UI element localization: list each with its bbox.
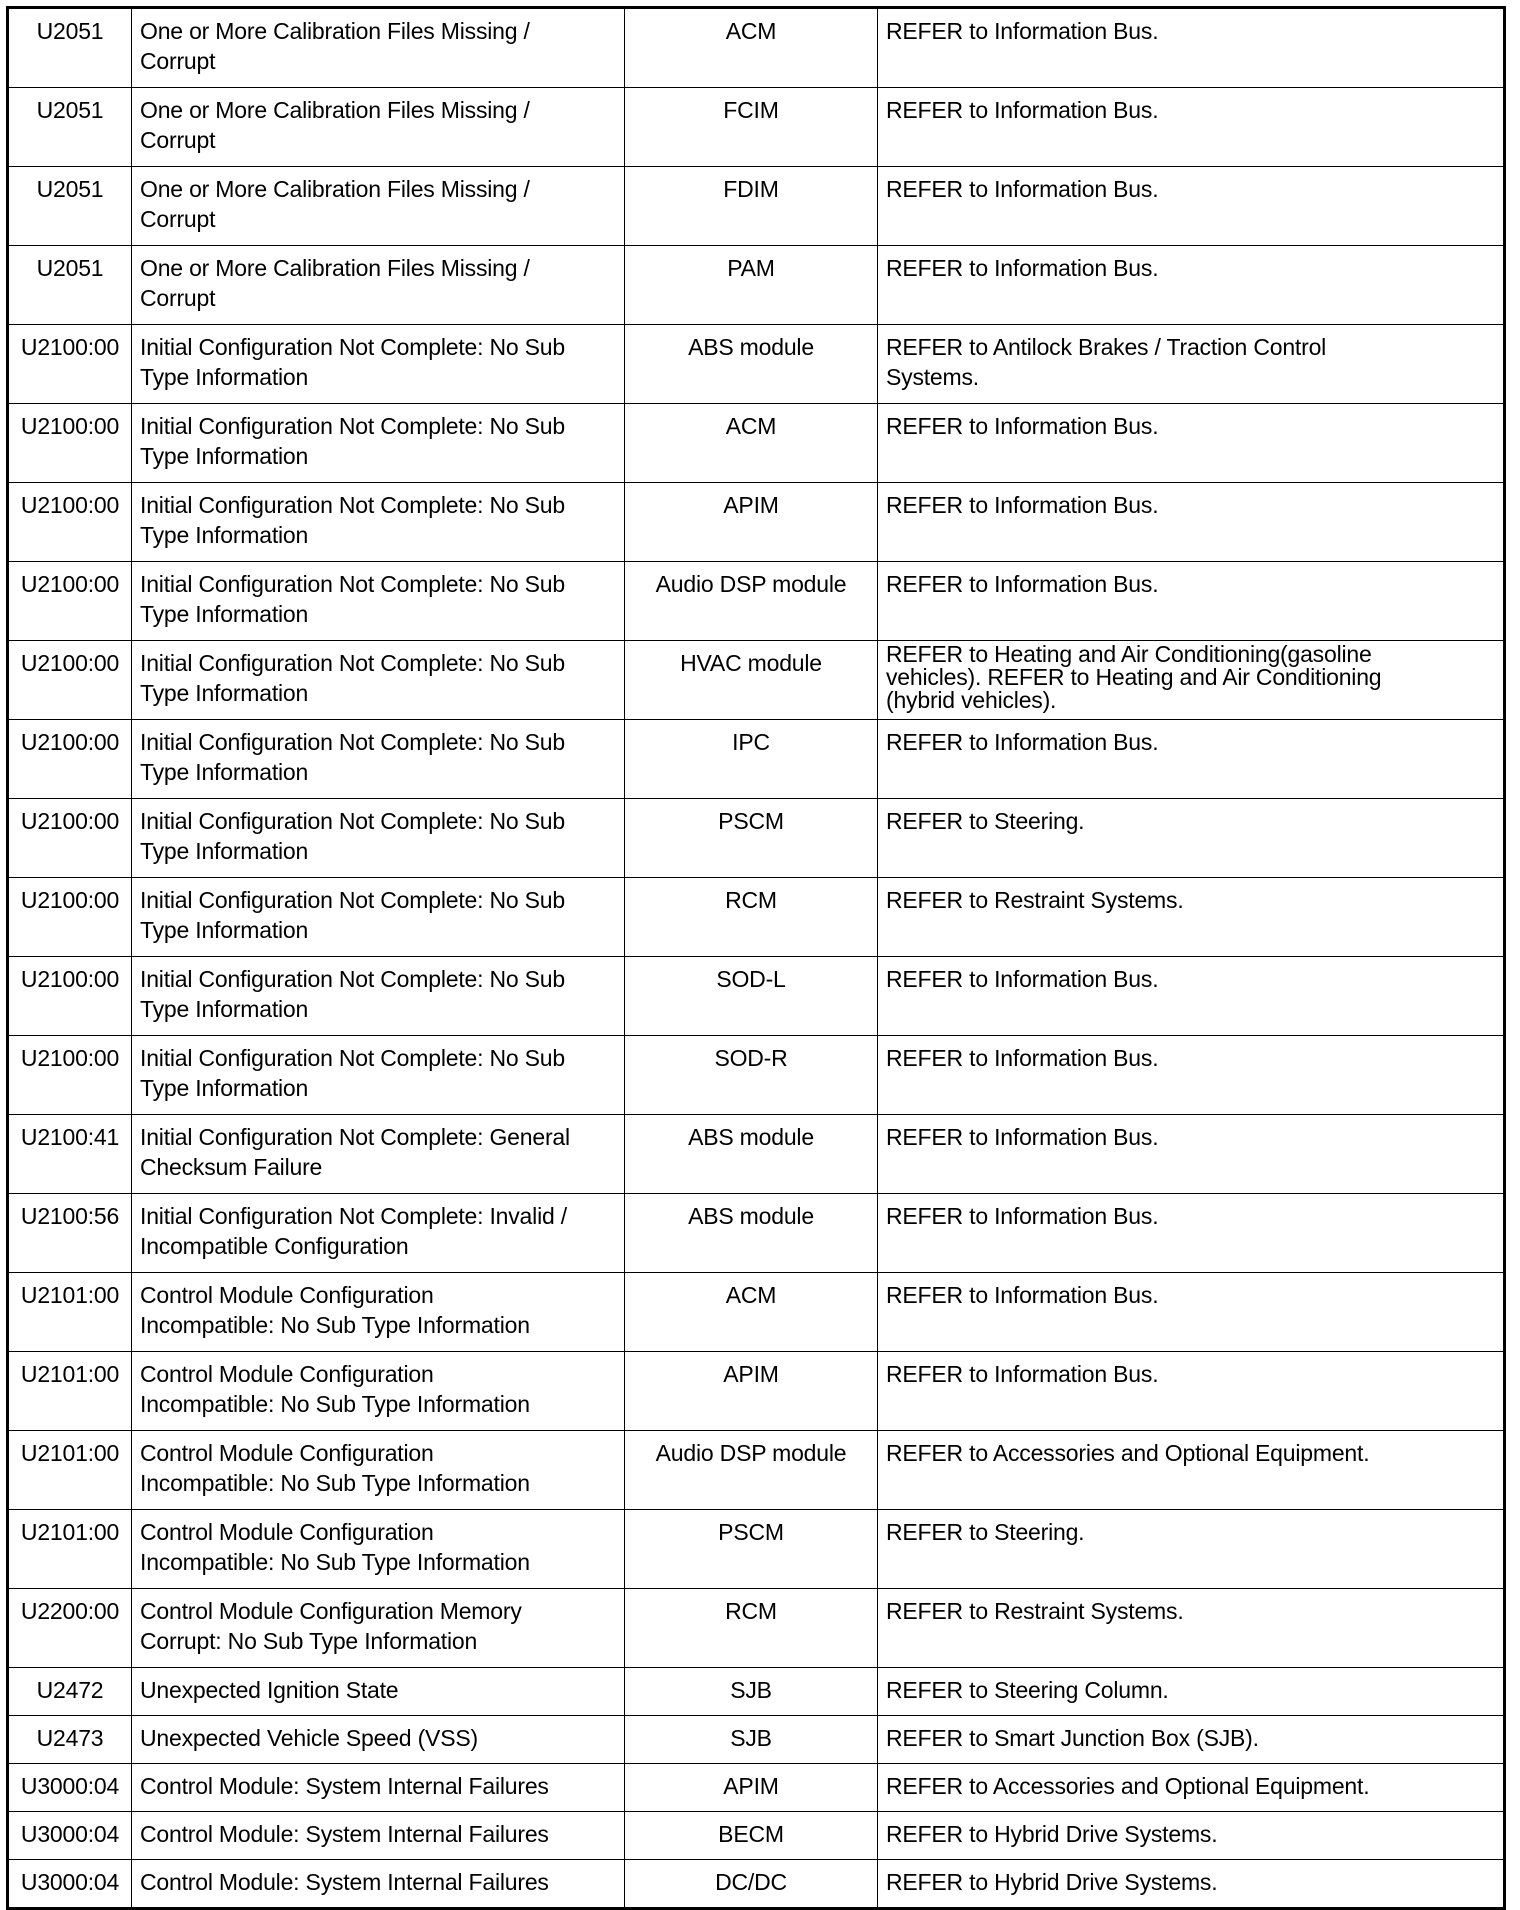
module-name: APIM — [625, 1764, 878, 1812]
action-text: REFER to Information Bus. — [878, 167, 1505, 246]
module-name: SJB — [625, 1668, 878, 1716]
action-text: REFER to Hybrid Drive Systems. — [878, 1812, 1505, 1860]
dtc-description: Control Module Configuration Memory Corrupt: No Sub Type Information — [132, 1589, 625, 1668]
module-name: ACM — [625, 404, 878, 483]
dtc-code: U3000:04 — [8, 1764, 132, 1812]
dtc-description: Unexpected Vehicle Speed (VSS) — [132, 1716, 625, 1764]
table-row — [8, 1431, 1505, 1510]
table-row — [8, 720, 1505, 799]
dtc-code: U2100:00 — [8, 483, 132, 562]
module-name: IPC — [625, 720, 878, 799]
dtc-description: Control Module: System Internal Failures — [132, 1764, 625, 1812]
dtc-description: Initial Configuration Not Complete: General Checksum Failure — [132, 1115, 625, 1194]
dtc-description: Initial Configuration Not Complete: No Sub Type Information — [132, 404, 625, 483]
action-text: REFER to Steering. — [878, 1510, 1505, 1589]
dtc-code: U2101:00 — [8, 1273, 132, 1352]
table-row — [8, 1115, 1505, 1194]
module-name: SOD-R — [625, 1036, 878, 1115]
module-name: SJB — [625, 1716, 878, 1764]
action-text: REFER to Information Bus. — [878, 88, 1505, 167]
dtc-code: U2100:00 — [8, 799, 132, 878]
table-row — [8, 325, 1505, 404]
dtc-description: Initial Configuration Not Complete: No Sub Type Information — [132, 720, 625, 799]
action-text: REFER to Information Bus. — [878, 1194, 1505, 1273]
dtc-code: U2100:00 — [8, 878, 132, 957]
table-row — [8, 1352, 1505, 1431]
dtc-description: Initial Configuration Not Complete: No Sub Type Information — [132, 878, 625, 957]
table-row — [8, 641, 1505, 720]
module-name: HVAC module — [625, 641, 878, 720]
dtc-code: U3000:04 — [8, 1860, 132, 1909]
action-text: REFER to Information Bus. — [878, 1036, 1505, 1115]
dtc-description: One or More Calibration Files Missing / Corrupt — [132, 246, 625, 325]
dtc-description: Control Module: System Internal Failures — [132, 1812, 625, 1860]
table-row — [8, 1764, 1505, 1812]
dtc-code: U2100:00 — [8, 1036, 132, 1115]
module-name: PAM — [625, 246, 878, 325]
dtc-code: U2051 — [8, 246, 132, 325]
module-name: BECM — [625, 1812, 878, 1860]
action-text: REFER to Information Bus. — [878, 562, 1505, 641]
dtc-description: Unexpected Ignition State — [132, 1668, 625, 1716]
dtc-description: Control Module Configuration Incompatible: No Sub Type Information — [132, 1352, 625, 1431]
dtc-code: U2200:00 — [8, 1589, 132, 1668]
dtc-description: Control Module Configuration Incompatible: No Sub Type Information — [132, 1431, 625, 1510]
action-text: REFER to Information Bus. — [878, 246, 1505, 325]
dtc-description: Initial Configuration Not Complete: No Sub Type Information — [132, 562, 625, 641]
action-text: REFER to Information Bus. — [878, 8, 1505, 88]
module-name: Audio DSP module — [625, 1431, 878, 1510]
dtc-code: U2473 — [8, 1716, 132, 1764]
table-row — [8, 1510, 1505, 1589]
dtc-table — [6, 6, 1506, 1910]
dtc-code: U2100:00 — [8, 404, 132, 483]
module-name: ACM — [625, 8, 878, 88]
dtc-code: U2100:56 — [8, 1194, 132, 1273]
table-row — [8, 8, 1505, 88]
action-text: REFER to Accessories and Optional Equipment. — [878, 1431, 1505, 1510]
action-text: REFER to Information Bus. — [878, 720, 1505, 799]
action-text: REFER to Information Bus. — [878, 1352, 1505, 1431]
table-row — [8, 483, 1505, 562]
dtc-code: U2100:00 — [8, 641, 132, 720]
dtc-description: Initial Configuration Not Complete: No Sub Type Information — [132, 1036, 625, 1115]
module-name: DC/DC — [625, 1860, 878, 1909]
table-row — [8, 957, 1505, 1036]
action-text: REFER to Restraint Systems. — [878, 1589, 1505, 1668]
dtc-code: U2051 — [8, 167, 132, 246]
dtc-code: U2100:00 — [8, 562, 132, 641]
module-name: FCIM — [625, 88, 878, 167]
dtc-code: U2472 — [8, 1668, 132, 1716]
dtc-code: U2101:00 — [8, 1352, 132, 1431]
module-name: Audio DSP module — [625, 562, 878, 641]
action-text: REFER to Steering Column. — [878, 1668, 1505, 1716]
dtc-code: U2100:00 — [8, 957, 132, 1036]
action-text: REFER to Antilock Brakes / Traction Control Systems. — [878, 325, 1505, 404]
module-name: PSCM — [625, 799, 878, 878]
table-row — [8, 562, 1505, 641]
module-name: APIM — [625, 1352, 878, 1431]
table-row — [8, 799, 1505, 878]
table-row — [8, 1194, 1505, 1273]
action-text: REFER to Information Bus. — [878, 483, 1505, 562]
dtc-description: Initial Configuration Not Complete: No Sub Type Information — [132, 957, 625, 1036]
table-row — [8, 246, 1505, 325]
dtc-description: Initial Configuration Not Complete: No Sub Type Information — [132, 641, 625, 720]
action-text: REFER to Heating and Air Conditioning(gasoline vehicles). REFER to Heating and Air Conditioning (hybrid vehicles). — [878, 641, 1505, 720]
dtc-description: Control Module Configuration Incompatible: No Sub Type Information — [132, 1510, 625, 1589]
module-name: APIM — [625, 483, 878, 562]
action-text: REFER to Hybrid Drive Systems. — [878, 1860, 1505, 1909]
table-row — [8, 404, 1505, 483]
action-text: REFER to Restraint Systems. — [878, 878, 1505, 957]
dtc-description: One or More Calibration Files Missing / Corrupt — [132, 167, 625, 246]
table-row — [8, 167, 1505, 246]
dtc-description: Initial Configuration Not Complete: No Sub Type Information — [132, 799, 625, 878]
dtc-description: One or More Calibration Files Missing / Corrupt — [132, 88, 625, 167]
table-row — [8, 1273, 1505, 1352]
dtc-code: U2100:41 — [8, 1115, 132, 1194]
dtc-code: U2101:00 — [8, 1431, 132, 1510]
dtc-code: U3000:04 — [8, 1812, 132, 1860]
dtc-description: Initial Configuration Not Complete: No Sub Type Information — [132, 325, 625, 404]
table-row — [8, 1716, 1505, 1764]
dtc-code: U2100:00 — [8, 720, 132, 799]
module-name: RCM — [625, 878, 878, 957]
dtc-description: Control Module Configuration Incompatible: No Sub Type Information — [132, 1273, 625, 1352]
module-name: SOD-L — [625, 957, 878, 1036]
table-row — [8, 1812, 1505, 1860]
action-text: REFER to Information Bus. — [878, 1115, 1505, 1194]
table-row — [8, 88, 1505, 167]
module-name: ABS module — [625, 325, 878, 404]
action-text: REFER to Information Bus. — [878, 404, 1505, 483]
dtc-description: Initial Configuration Not Complete: Invalid / Incompatible Configuration — [132, 1194, 625, 1273]
module-name: ACM — [625, 1273, 878, 1352]
dtc-description: Control Module: System Internal Failures — [132, 1860, 625, 1909]
module-name: ABS module — [625, 1115, 878, 1194]
module-name: ABS module — [625, 1194, 878, 1273]
table-row — [8, 1589, 1505, 1668]
table-row — [8, 878, 1505, 957]
table-row — [8, 1860, 1505, 1909]
action-text: REFER to Steering. — [878, 799, 1505, 878]
dtc-code: U2101:00 — [8, 1510, 132, 1589]
dtc-code: U2051 — [8, 88, 132, 167]
dtc-description: Initial Configuration Not Complete: No Sub Type Information — [132, 483, 625, 562]
module-name: FDIM — [625, 167, 878, 246]
dtc-description: One or More Calibration Files Missing / Corrupt — [132, 8, 625, 88]
table-row — [8, 1668, 1505, 1716]
action-text: REFER to Accessories and Optional Equipment. — [878, 1764, 1505, 1812]
table-row — [8, 1036, 1505, 1115]
module-name: PSCM — [625, 1510, 878, 1589]
module-name: RCM — [625, 1589, 878, 1668]
action-text: REFER to Information Bus. — [878, 957, 1505, 1036]
action-text: REFER to Information Bus. — [878, 1273, 1505, 1352]
dtc-code: U2100:00 — [8, 325, 132, 404]
action-text: REFER to Smart Junction Box (SJB). — [878, 1716, 1505, 1764]
dtc-code: U2051 — [8, 8, 132, 88]
